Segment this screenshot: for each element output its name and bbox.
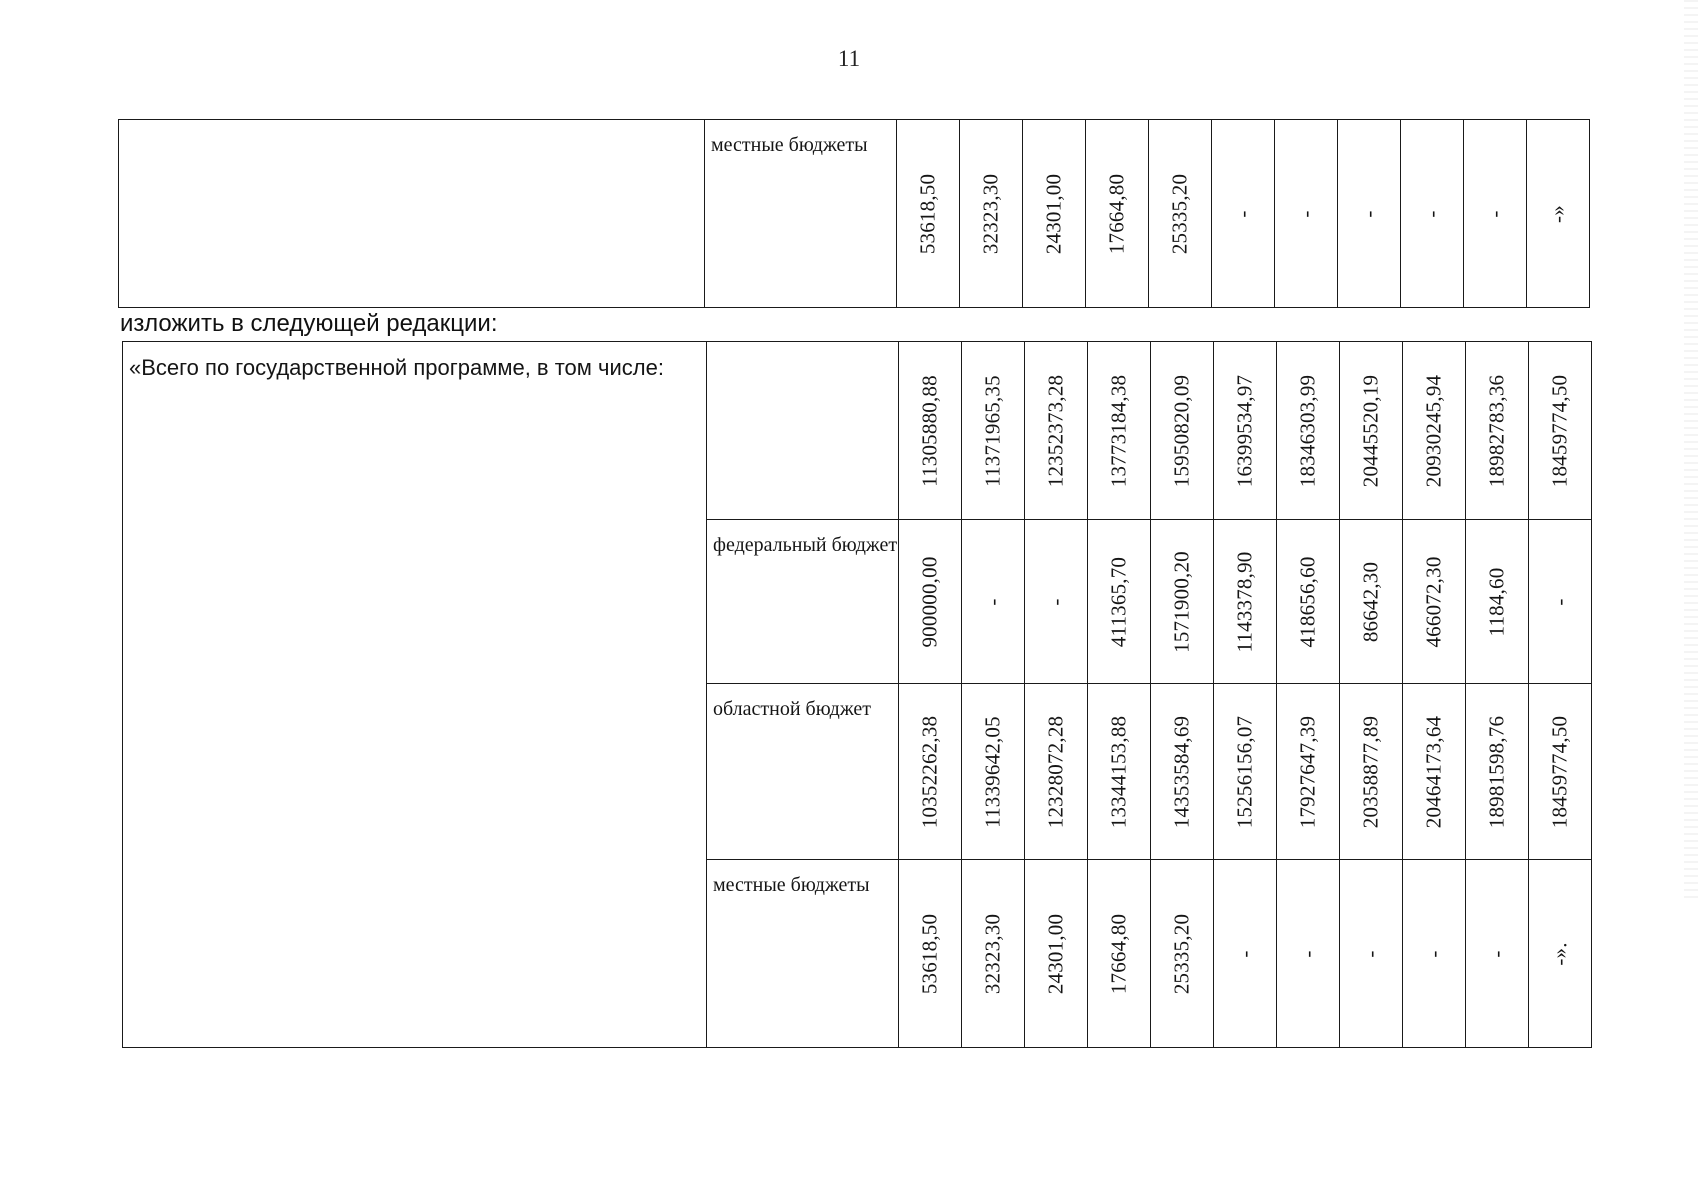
value-cell: - <box>1484 949 1509 958</box>
value-cell: 53618,50 <box>915 173 940 254</box>
program-description: «Всего по государственной программе, в том числе: <box>123 342 707 1048</box>
row-label: федеральный бюджет <box>707 520 899 684</box>
value-cell: 418656,60 <box>1295 555 1320 648</box>
total-value-cell: 11371965,35 <box>980 374 1005 487</box>
value-cell: - <box>1421 949 1446 958</box>
value-cell: 17664,80 <box>1106 913 1131 994</box>
value-cell: 24301,00 <box>1043 913 1068 994</box>
value-cell: 12328072,28 <box>1043 715 1068 828</box>
total-value-cell: 18346303,99 <box>1295 374 1320 487</box>
value-cell: -». <box>1547 941 1572 966</box>
value-cell: 32323,30 <box>978 173 1003 254</box>
value-cell: - <box>1043 597 1068 606</box>
total-value-cell: 13773184,38 <box>1106 374 1131 487</box>
row-label: местные бюджеты <box>705 120 897 308</box>
value-cell: -» <box>1545 204 1570 223</box>
value-cell: 10352262,38 <box>917 715 942 828</box>
scan-edge-artifact <box>1684 0 1698 900</box>
total-value-cell: 20930245,94 <box>1421 374 1446 487</box>
total-value-cell: 20445520,19 <box>1358 374 1383 487</box>
value-cell: - <box>1482 209 1507 218</box>
value-cell: 1143378,90 <box>1232 551 1257 652</box>
value-cell: 20358877,89 <box>1358 715 1383 828</box>
value-cell: 32323,30 <box>980 913 1005 994</box>
value-cell: 53618,50 <box>917 913 942 994</box>
total-value-cell: 15950820,09 <box>1169 374 1194 487</box>
page-number: 11 <box>837 46 861 71</box>
value-cell: - <box>1547 597 1572 606</box>
value-cell: - <box>1419 209 1444 218</box>
amendment-caption: изложить в следующей редакции: <box>120 310 498 337</box>
value-cell: 25335,20 <box>1167 173 1192 254</box>
value-cell: 1571900,20 <box>1169 550 1194 653</box>
new-version-table <box>122 341 1592 1048</box>
total-value-cell: 16399534,97 <box>1232 374 1257 487</box>
row-label: областной бюджет <box>707 684 899 860</box>
value-cell: 15256156,07 <box>1232 715 1257 828</box>
value-cell: - <box>1356 209 1381 218</box>
value-cell: 11339642,05 <box>980 715 1005 828</box>
value-cell: 13344153,88 <box>1106 715 1131 828</box>
row-label <box>707 342 899 520</box>
total-value-cell: 18459774,50 <box>1547 374 1572 487</box>
value-cell: 86642,30 <box>1358 561 1383 642</box>
value-cell: 17664,80 <box>1104 173 1129 254</box>
value-cell: 18459774,50 <box>1547 715 1572 828</box>
value-cell: 18981598,76 <box>1484 715 1509 828</box>
value-cell: 25335,20 <box>1169 913 1194 994</box>
value-cell: 20464173,64 <box>1421 715 1446 828</box>
value-cell: 900000,00 <box>917 555 942 648</box>
value-cell: 14353584,69 <box>1169 715 1194 828</box>
total-value-cell: 18982783,36 <box>1484 374 1509 487</box>
value-cell: 1184,60 <box>1484 567 1509 636</box>
value-cell: - <box>1295 949 1320 958</box>
value-cell: 24301,00 <box>1041 173 1066 254</box>
value-cell: 411365,70 <box>1106 556 1131 647</box>
total-value-cell: 11305880,88 <box>917 374 942 487</box>
row-label: местные бюджеты <box>707 860 899 1048</box>
previous-version-table <box>118 119 1590 308</box>
empty-description-cell <box>119 120 705 308</box>
value-cell: - <box>1293 209 1318 218</box>
total-value-cell: 12352373,28 <box>1043 374 1068 487</box>
table-row <box>119 120 1590 308</box>
value-cell: - <box>1232 949 1257 958</box>
value-cell: 17927647,39 <box>1295 715 1320 828</box>
value-cell: - <box>1230 209 1255 218</box>
value-cell: 466072,30 <box>1421 555 1446 648</box>
table-row <box>123 342 1592 520</box>
value-cell: - <box>980 597 1005 606</box>
value-cell: - <box>1358 949 1383 958</box>
